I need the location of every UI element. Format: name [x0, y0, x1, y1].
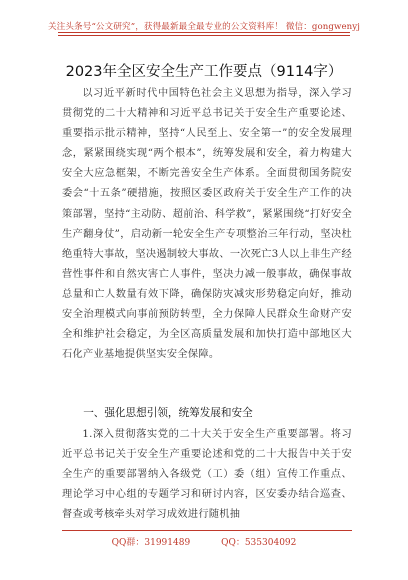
footer-qq-group: QQ群：31991489 [111, 538, 191, 548]
banner-text: 关注头条号“公文研究”，获得最新最全最专业的公文资料库！ 微信：gongwenyj [47, 22, 361, 32]
intro-paragraph: 以习近平新时代中国特色社会主义思想为指导，深入学习贯彻党的二十大精神和习近平总书记关于安全生产重要论述、重要指示批示精神，坚持“人民至上、安全第一”的安全发展理念，紧紧围绕实现“两个根本”，统筹发展和安全，着力构建大安全大应急框架，不断完善安全生产体系。全面贯彻国务院安委会“十五条”硬措施，按照区委区政府关于安全生产工作的决策部署，坚持“主动防、超前治、科学救”，紧紧围绕“打好安全生产翻身仗”，启动新一轮安全生产专项整治三年行动，坚决杜绝重特大事故，坚决遏制较大事故、一次死亡3人以上非生产经营性事件和自然灾害亡人事件，坚决力减一般事故，确保事故总量和亡人数量有效下降，确保防灾减灾形势稳定向好，推动安全治理模式向事前预防转型，全力保障人民群众生命财产安全和维护社会稳定，为全区高质量发展和加快打造中部地区大石化产业基地提供坚实安全保障。 [62, 88, 352, 361]
footer [0, 535, 408, 548]
section-heading: 一、强化思想引领，统筹发展和安全 [83, 407, 253, 419]
intro-paragraph-block [62, 84, 352, 365]
banner-border [58, 32, 350, 36]
page-title: 2023年全区安全生产工作要点（9114字） [65, 64, 343, 80]
footer-qq-contact: QQ：535304092 [221, 538, 297, 548]
section-paragraph: 1.深入贯彻落实党的二十大关于安全生产重要部署。将习近平总书记关于安全生产重要论述和党的二十大报告中关于安全生产的重要部署纳入各级党（工）委（组）宣传工作重点、理论学习中心组的专题学习和研讨内容，区安委办结合巡查、督查或考核牵头对学习成效进行随机抽 [62, 429, 352, 521]
header-banner [0, 14, 408, 44]
footer-divider [62, 530, 352, 531]
section-paragraph-block [62, 425, 352, 525]
